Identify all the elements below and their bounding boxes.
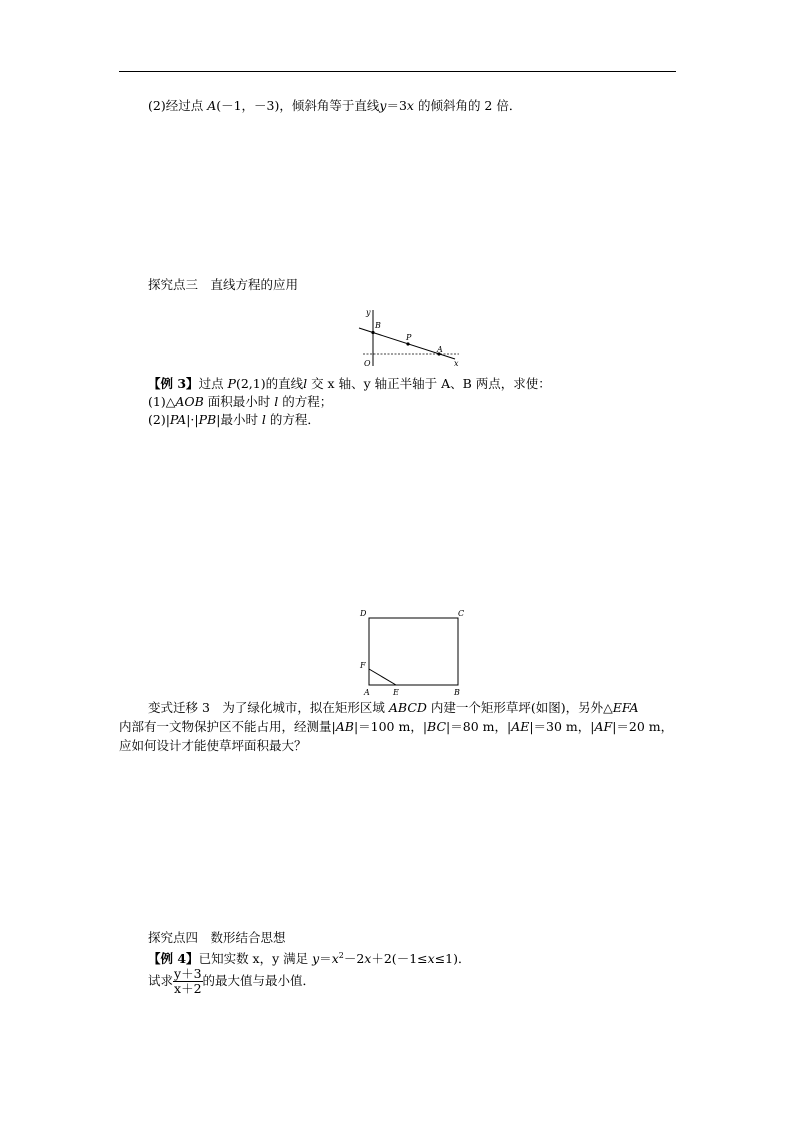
label-B: B (454, 688, 460, 697)
section-3-heading: 探究点三 直线方程的应用 (148, 277, 299, 292)
variant-3-line-2: 内部有一文物保护区不能占用，经测量|AB|＝100 m，|BC|＝80 m，|AE|＝30 m，|AF|＝20 m， (119, 719, 674, 734)
segment-EF (369, 669, 396, 685)
example-3-stem: 【例 3】过点 P(2,1)的直线l 交 x 轴、y 轴正半轴于 A、B 两点，求使： (148, 376, 551, 391)
question-2: (2)经过点 A(－1，－3)，倾斜角等于直线y＝3x 的倾斜角的 2 倍． (148, 98, 522, 113)
label-A: A (437, 345, 443, 354)
example-3-part-2: (2)|PA|·|PB|最小时 l 的方程． (148, 412, 320, 427)
label-y: y (366, 308, 371, 317)
header-rule (119, 71, 676, 72)
example-4-question: 试求 $\frac{y+3}{x+2}$ 的最大值与最小值． (148, 966, 316, 996)
rectangle-ABCD (369, 618, 458, 685)
point-P-dot (406, 342, 409, 345)
label-A: A (364, 688, 370, 697)
point-B-dot (371, 331, 374, 334)
label-D: D (360, 609, 367, 618)
variant-3-line-1: 变式迁移 3 为了绿化城市，拟在矩形区域 ABCD 内建一个矩形草坪(如图)，另外△EFA (148, 700, 639, 715)
example-3-part-1: (1)△AOB 面积最小时 l 的方程； (148, 394, 333, 409)
axes-line-figure (355, 306, 465, 370)
label-x: x (454, 359, 459, 368)
fraction: $\frac{y+3}{x+2}$ (174, 966, 202, 996)
rectangle-figure (356, 605, 472, 697)
label-O: O (364, 359, 371, 368)
label-C: C (458, 609, 465, 618)
label-P: P (406, 333, 412, 342)
example-4-stem: 【例 4】已知实数 x，y 满足 $y=x^2-2x+2(-1\le x\le 1)$． (148, 951, 471, 966)
label-E: E (393, 688, 399, 697)
label-F: F (360, 661, 366, 670)
variant-3-line-3: 应如何设计才能使草坪面积最大？ (119, 738, 307, 753)
section-4-heading: 探究点四 数形结合思想 (148, 930, 286, 945)
label-B: B (375, 321, 381, 330)
